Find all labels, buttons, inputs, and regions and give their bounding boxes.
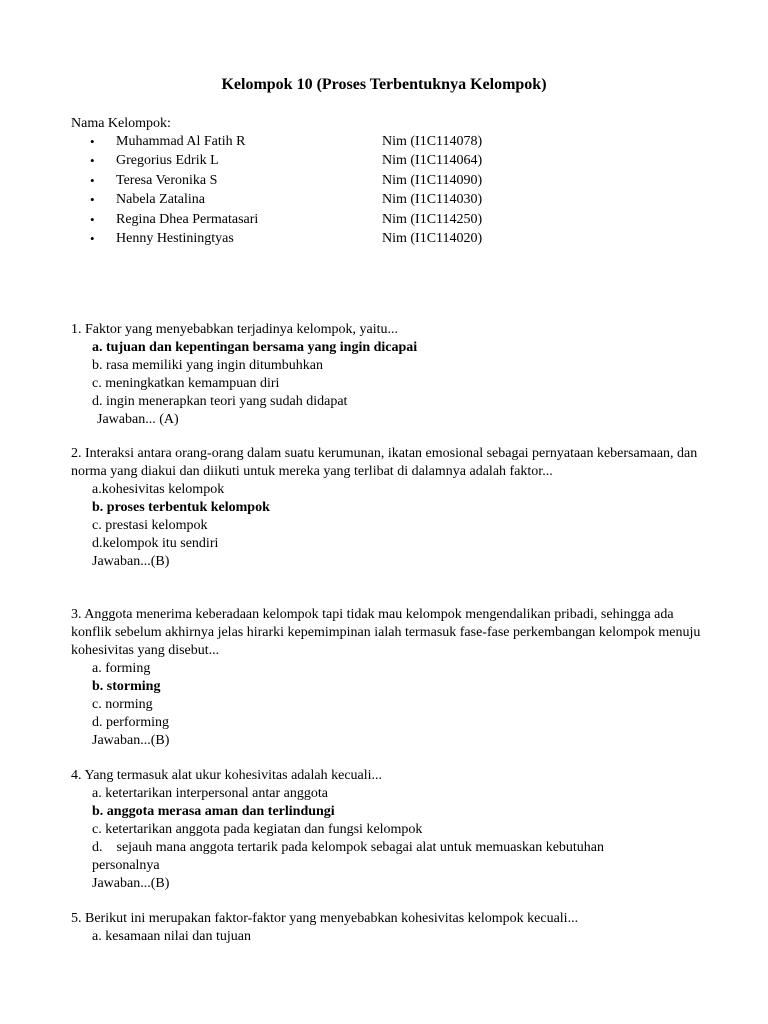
option-c: c. prestasi kelompok (92, 518, 208, 533)
member-nim: Nim (I1C114020) (382, 230, 483, 246)
member-row (90, 230, 610, 249)
option-c: c. norming (92, 697, 153, 712)
bullet-icon: • (90, 211, 95, 227)
option-d: d.kelompok itu sendiri (92, 536, 219, 551)
member-nim: Nim (I1C114064) (382, 153, 483, 169)
option-a: a. kesamaan nilai dan tujuan (92, 929, 251, 944)
member-nim: Nim (I1C114078) (382, 134, 483, 149)
answer-text: Jawaban...(B) (92, 876, 170, 891)
bullet-icon: • (90, 230, 95, 246)
member-row (90, 191, 610, 210)
member-name: Teresa Veronika S (116, 172, 218, 188)
member-name: Regina Dhea Permatasari (116, 211, 259, 227)
bullet-icon: • (90, 134, 95, 149)
question-3 (71, 606, 711, 750)
bullet-icon: • (90, 192, 95, 208)
member-nim: Nim (I1C114250) (382, 211, 483, 227)
option-c: c. ketertarikan anggota pada kegiatan dan fungsi kelompok (92, 822, 423, 837)
question-text: 5. Berikut ini merupakan faktor-faktor yang menyebabkan kohesivitas kelompok kecuali... (71, 911, 579, 926)
member-nim: Nim (I1C114090) (382, 172, 483, 188)
option-a: a.kohesivitas kelompok (92, 482, 225, 497)
member-name: Henny Hestiningtyas (116, 230, 234, 246)
member-row (90, 133, 610, 152)
option-a: a. forming (92, 661, 151, 676)
option-b: b. storming (92, 679, 161, 694)
question-5 (71, 910, 711, 946)
option-d: d. performing (92, 715, 169, 730)
question-1 (71, 321, 711, 429)
member-name: Gregorius Edrik L (116, 153, 219, 169)
option-b: b. anggota merasa aman dan terlindungi (92, 804, 335, 819)
member-row (90, 211, 610, 230)
option-b: b. rasa memiliki yang ingin ditumbuhkan (92, 358, 323, 373)
bullet-icon: • (90, 172, 95, 188)
member-name: Nabela Zatalina (116, 192, 206, 208)
member-nim: Nim (I1C114030) (382, 192, 483, 208)
member-row (90, 172, 610, 191)
option-b: b. proses terbentuk kelompok (92, 500, 270, 515)
question-text: 4. Yang termasuk alat ukur kohesivitas adalah kecuali... (71, 768, 383, 783)
option-d: d. ingin menerapkan teori yang sudah didapat (92, 394, 348, 409)
members-label: Nama Kelompok: (71, 116, 171, 131)
bullet-icon: • (90, 153, 95, 169)
question-text: 1. Faktor yang menyebabkan terjadinya kelompok, yaitu... (71, 322, 398, 337)
answer-text: Jawaban...(B) (92, 554, 170, 569)
page-title: Kelompok 10 (Proses Terbentuknya Kelompok) (221, 76, 547, 93)
question-text: 2. Interaksi antara orang-orang dalam suatu kerumunan, ikatan emosional sebagai pernyataan kebersamaan, dan norma yang diakui dan diikuti untuk mereka yang terlibat di dalamnya adalah faktor... (71, 446, 698, 479)
question-text: 3. Anggota menerima keberadaan kelompok tapi tidak mau kelompok mengendalikan pribadi, sehingga ada konflik sebelum akhirnya jelas hirarki kepemimpinan ialah termasuk fase-fase perkembangan kelompok menuju kohesivitas yang disebut... (71, 607, 701, 658)
question-4 (71, 767, 711, 893)
option-a: a. ketertarikan interpersonal antar anggota (92, 786, 328, 801)
answer-text: Jawaban... (A) (97, 412, 179, 427)
answer-text: Jawaban...(B) (92, 733, 170, 748)
member-name: Muhammad Al Fatih R (116, 134, 246, 149)
option-d: d. sejauh mana anggota tertarik pada kelompok sebagai alat untuk memuaskan kebutuhan personalnya (92, 840, 608, 873)
option-c: c. meningkatkan kemampuan diri (92, 376, 280, 391)
members-list (90, 133, 610, 249)
question-2 (71, 445, 711, 571)
member-row (90, 152, 610, 171)
option-a: a. tujuan dan kepentingan bersama yang ingin dicapai (92, 340, 418, 355)
